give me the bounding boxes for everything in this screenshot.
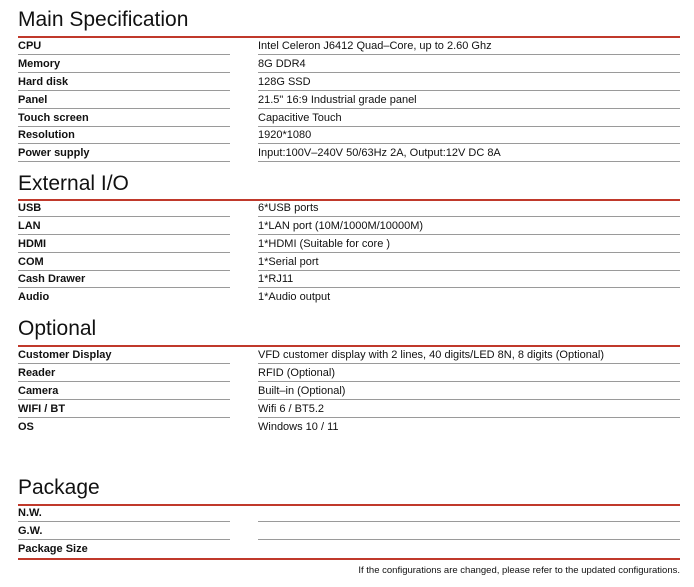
- spec-value: VFD customer display with 2 lines, 40 digits/LED 8N, 8 digits (Optional): [258, 349, 605, 361]
- spec-label: Memory: [18, 58, 61, 70]
- row-separator: [258, 399, 680, 400]
- section-title-package: Package: [18, 476, 100, 499]
- spec-value: 1*Serial port: [258, 256, 319, 268]
- spec-label: HDMI: [18, 238, 47, 250]
- row-separator: [18, 234, 230, 235]
- spec-value: Intel Celeron J6412 Quad–Core, up to 2.60 Ghz: [258, 40, 492, 52]
- row-separator: [258, 108, 680, 109]
- opt-row-customer-display: [18, 347, 680, 364]
- row-separator: [258, 216, 680, 217]
- opt-row-wifi-bt: [18, 401, 680, 418]
- spec-row-hard-disk: [18, 74, 680, 91]
- spec-label: USB: [18, 202, 42, 214]
- spec-label: Customer Display: [18, 349, 112, 361]
- section-title-optional: Optional: [18, 317, 97, 340]
- row-separator: [258, 287, 680, 288]
- pkg-row-gross-weight: [18, 523, 680, 540]
- row-separator: [258, 381, 680, 382]
- opt-row-reader: [18, 365, 680, 382]
- io-row-hdmi: [18, 236, 680, 253]
- spec-value: 6*USB ports: [258, 202, 319, 214]
- row-separator: [18, 363, 230, 364]
- spec-label: Package Size: [18, 543, 88, 555]
- row-separator: [18, 108, 230, 109]
- opt-row-os: [18, 419, 680, 436]
- spec-label: Power supply: [18, 147, 90, 159]
- row-separator: [18, 521, 230, 522]
- spec-value: 1920*1080: [258, 129, 312, 141]
- spec-value: Capacitive Touch: [258, 112, 342, 124]
- spec-row-resolution: [18, 127, 680, 144]
- row-separator: [258, 143, 680, 144]
- section-title-external-io: External I/O: [18, 172, 129, 195]
- spec-label: G.W.: [18, 525, 43, 537]
- spec-row-power-supply: [18, 145, 680, 162]
- spec-label: OS: [18, 421, 34, 433]
- spec-value: 1*LAN port (10M/1000M/10000M): [258, 220, 424, 232]
- spec-value: 8G DDR4: [258, 58, 306, 70]
- spec-value: 1*HDMI (Suitable for core ): [258, 238, 391, 250]
- io-row-audio: [18, 289, 680, 306]
- row-separator: [18, 161, 230, 162]
- row-separator: [258, 417, 680, 418]
- spec-label: WIFI / BT: [18, 403, 66, 415]
- spec-value: 1*RJ11: [258, 273, 294, 285]
- row-separator: [258, 252, 680, 253]
- spec-label: Hard disk: [18, 76, 69, 88]
- spec-row-touch-screen: [18, 110, 680, 127]
- spec-label: Camera: [18, 385, 59, 397]
- io-row-com: [18, 254, 680, 271]
- io-row-lan: [18, 218, 680, 235]
- opt-row-camera: [18, 383, 680, 400]
- io-row-usb: [18, 200, 680, 217]
- spec-value: 21.5" 16:9 Industrial grade panel: [258, 94, 417, 106]
- row-separator: [258, 72, 680, 73]
- row-separator: [18, 417, 230, 418]
- spec-row-panel: [18, 92, 680, 109]
- spec-row-cpu: [18, 38, 680, 55]
- row-separator: [258, 234, 680, 235]
- io-row-cash-drawer: [18, 271, 680, 288]
- spec-value: Windows 10 / 11: [258, 421, 339, 433]
- row-separator: [258, 90, 680, 91]
- spec-label: Panel: [18, 94, 48, 106]
- row-separator: [18, 143, 230, 144]
- row-separator: [18, 287, 230, 288]
- pkg-row-net-weight: [18, 505, 680, 522]
- configuration-footnote: If the configurations are changed, please refer to the updated configurations.: [358, 565, 680, 576]
- spec-label: Cash Drawer: [18, 273, 86, 285]
- section-title-main-specification: Main Specification: [18, 8, 189, 31]
- spec-row-memory: [18, 56, 680, 73]
- spec-value: RFID (Optional): [258, 367, 336, 379]
- pkg-row-package-size: [18, 541, 680, 558]
- row-separator: [258, 161, 680, 162]
- spec-label: N.W.: [18, 507, 42, 519]
- spec-value: 1*Audio output: [258, 291, 331, 303]
- spec-label: Audio: [18, 291, 50, 303]
- row-separator: [18, 539, 230, 540]
- row-separator: [258, 539, 680, 540]
- row-separator: [18, 399, 230, 400]
- spec-label: CPU: [18, 40, 42, 52]
- spec-value: Input:100V–240V 50/63Hz 2A, Output:12V DC 8A: [258, 147, 501, 159]
- row-separator: [258, 54, 680, 55]
- spec-value: 128G SSD: [258, 76, 311, 88]
- spec-value: Built–in (Optional): [258, 385, 346, 397]
- spec-label: LAN: [18, 220, 41, 232]
- spec-label: Reader: [18, 367, 56, 379]
- row-separator: [258, 521, 680, 522]
- row-separator: [18, 90, 230, 91]
- spec-label: Resolution: [18, 129, 75, 141]
- row-separator: [18, 72, 230, 73]
- row-separator: [258, 363, 680, 364]
- row-separator: [18, 54, 230, 55]
- bottom-divider: [18, 558, 680, 560]
- spec-label: Touch screen: [18, 112, 89, 124]
- row-separator: [18, 381, 230, 382]
- spec-value: Wifi 6 / BT5.2: [258, 403, 325, 415]
- spec-label: COM: [18, 256, 44, 268]
- row-separator: [18, 252, 230, 253]
- row-separator: [18, 216, 230, 217]
